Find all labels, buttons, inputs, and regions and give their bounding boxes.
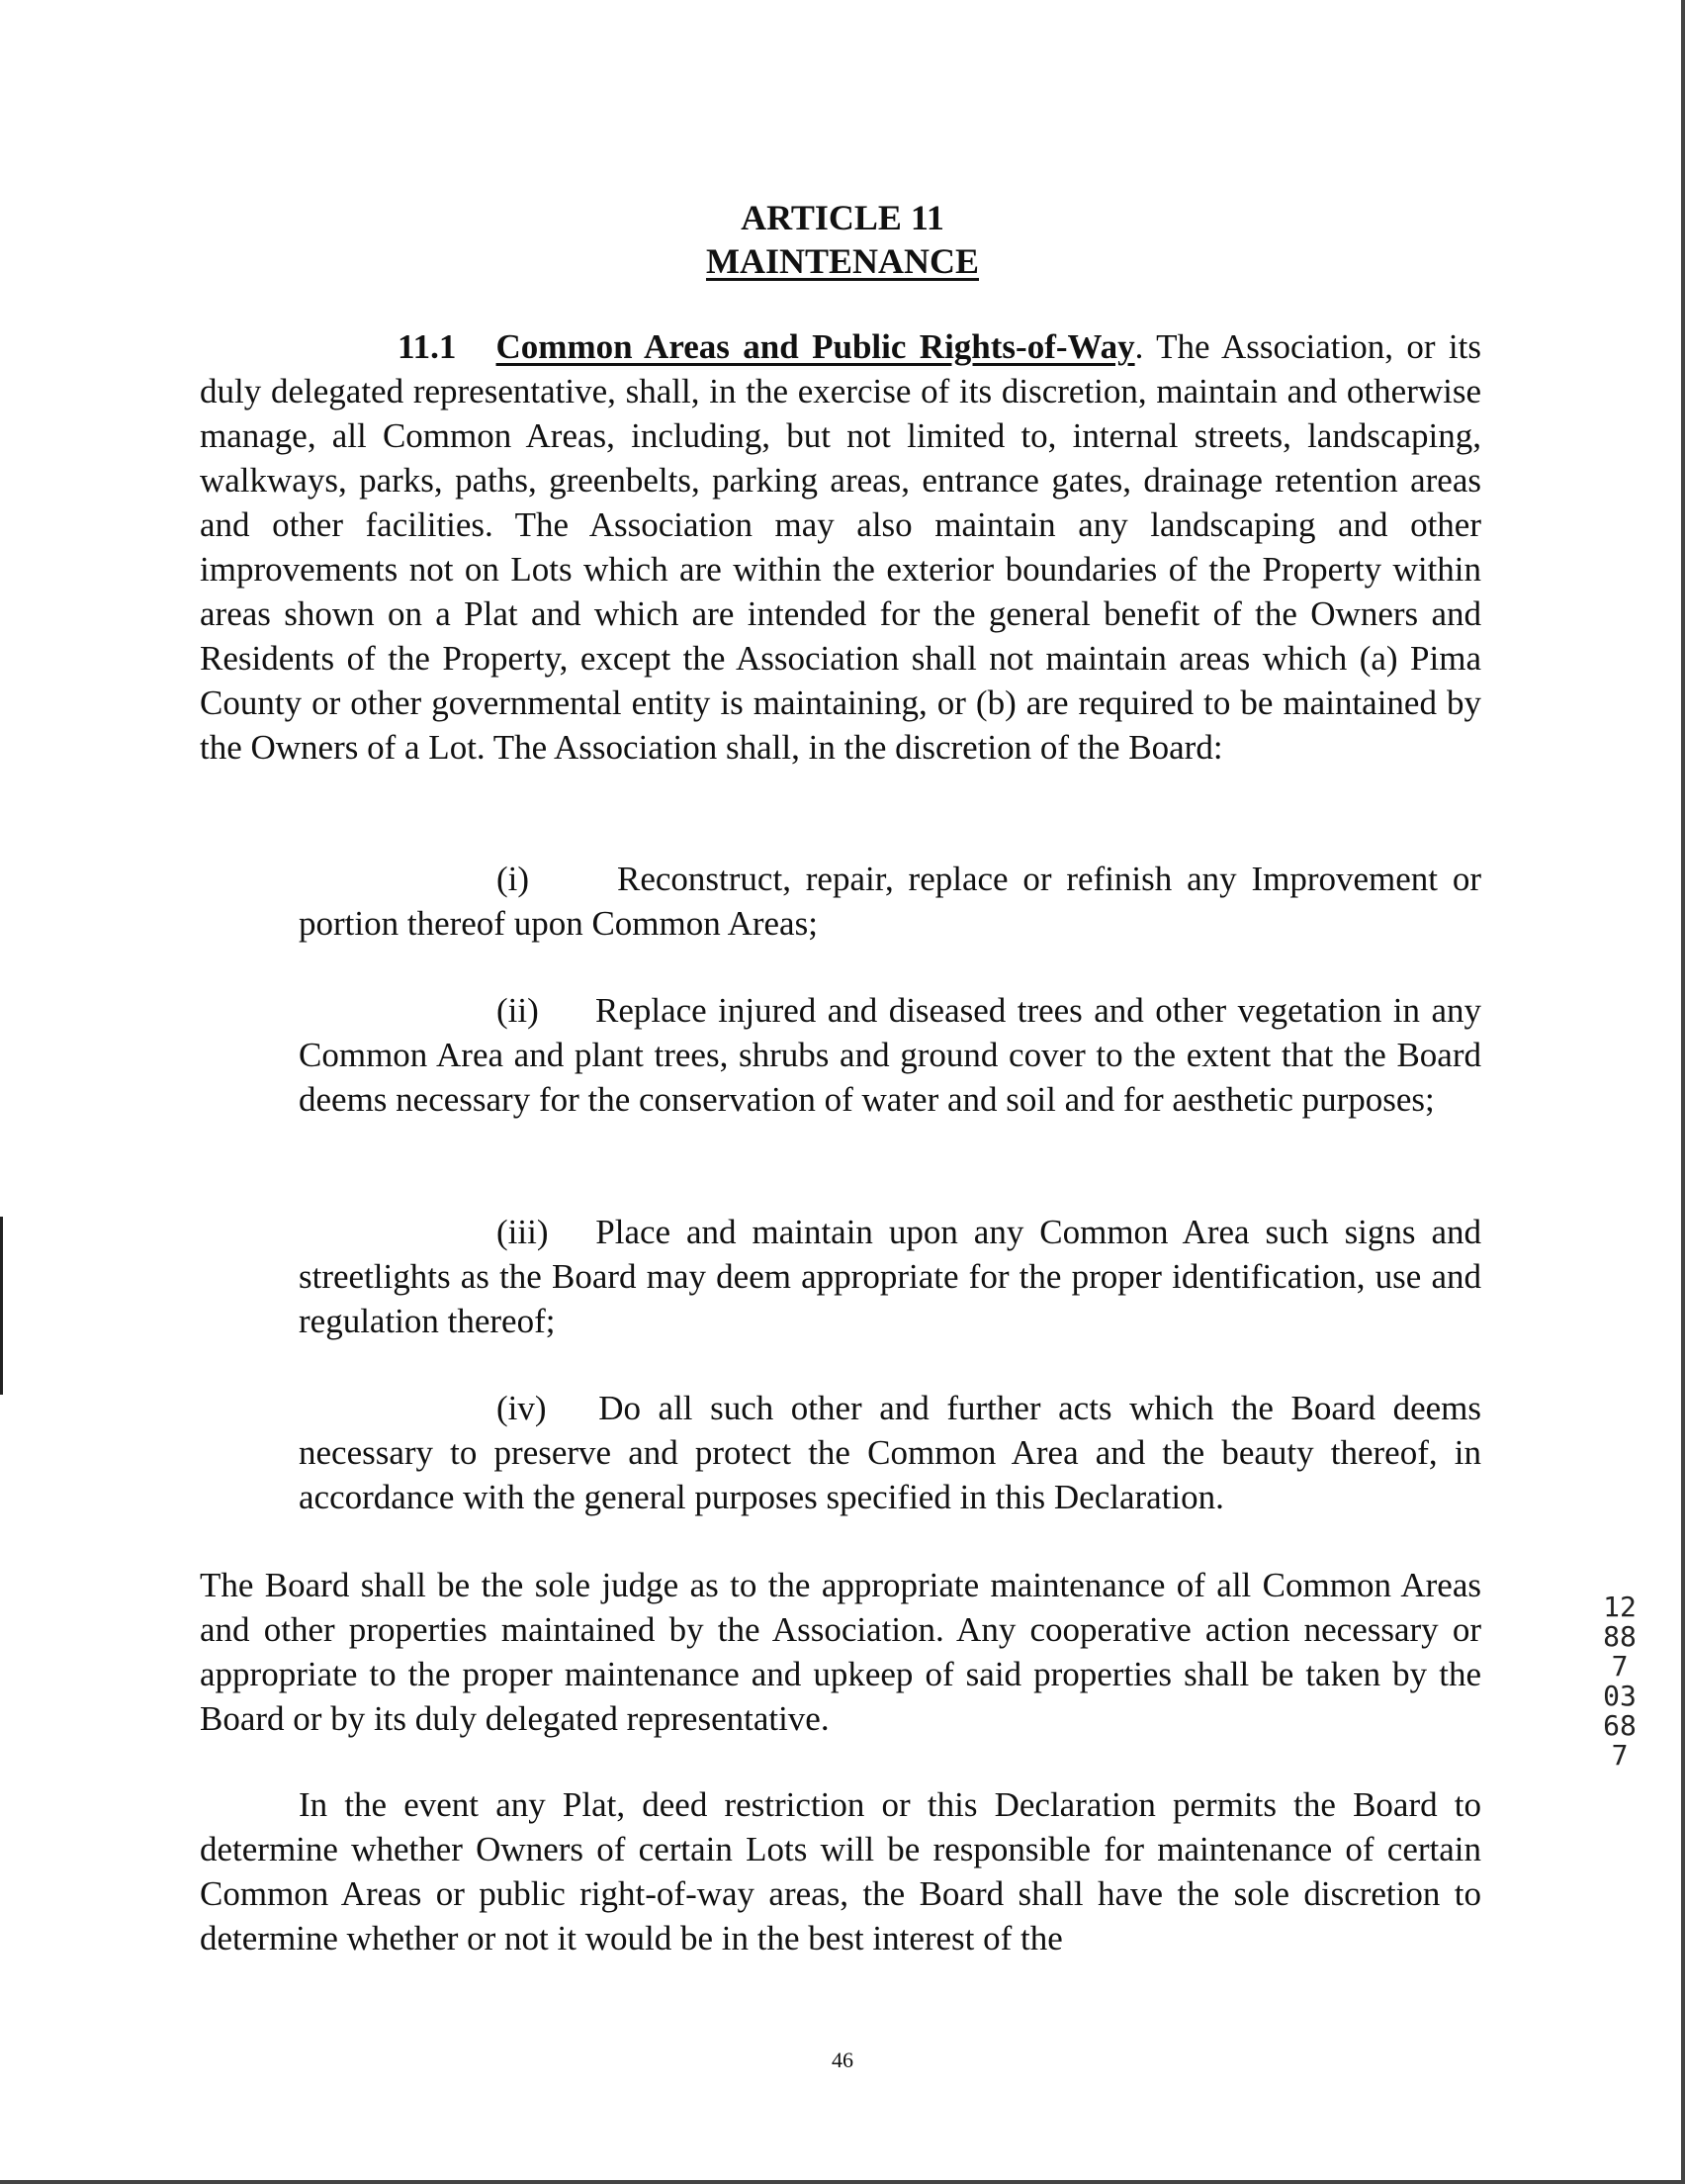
article-title: MAINTENANCE [705,241,979,281]
section-title-period: . [1134,327,1144,366]
section-number: 11.1 [398,327,457,366]
section-11-1 [200,324,1481,770]
section-heading [299,327,1135,366]
list-item-label: (iii) [496,1213,549,1251]
list-item-text: Reconstruct, repair, replace or refinish any Improvement or portion thereof upon Common Areas; [299,860,1482,943]
section-body: The Association, or its duly delegated representative, shall, in the exercise of its discretion, maintain and otherwise manage, all Common Areas, including, but not limited to, internal streets, landscaping, walkways, parks, paths, greenbelts, parking areas, entrance gates, drainage retention areas and other facilities. The Association may also maintain any landscaping and other improvements not on Lots which are within the exterior boundaries of the Property within areas shown on a Plat and which are intended for the general benefit of the Owners and Residents of the Property, except the Association shall not maintain areas which (a) Pima County or other governmental entity is maintaining, or (b) are required to be maintained by the Owners of a Lot. The Association shall, in the discretion of the Board: [200,327,1481,767]
paragraph-board: The Board shall be the sole judge as to the appropriate maintenance of all Common Areas and other properties maintained by the Association. Any cooperative action necessary or appropriate to the proper maintenance and upkeep of said properties shall be taken by the Board or by its duly delegated representative. [200,1566,1481,1738]
scan-edge-bottom [0,2180,1685,2184]
list-item [299,857,1481,946]
list-item-label: (i) [496,860,530,898]
scan-edge-left [0,1217,3,1395]
paragraph-event: In the event any Plat, deed restriction or this Declaration permits the Board to determine whether Owners of certain Lots will be responsible for maintenance of certain Common Areas or public right-of-way areas, the Board shall have the sole discretion to determine whether or not it would be in the best interest of the [200,1785,1481,1957]
article-number: ARTICLE 11 [741,198,944,237]
list-item [299,1210,1481,1343]
list-item-label: (ii) [496,991,539,1030]
list-item-text: Place and maintain upon any Common Area such signs and streetlights as the Board may deem appropriate for the proper identification, use and regulation thereof; [299,1213,1481,1340]
section-title: Common Areas and Public Rights-of-Way [495,327,1135,366]
page-number: 46 [832,2048,853,2072]
scan-edge-right [1681,0,1685,2184]
list-item-text: Do all such other and further acts which the Board deems necessary to preserve and protect the Common Area and the beauty thereof, in accordance with the general purposes specified in this Declaration. [299,1389,1482,1516]
side-stamp: 12887 03687 [1603,1591,1637,1772]
list-item [299,988,1481,1122]
list-item-text: Replace injured and diseased trees and other vegetation in any Common Area and plant trees, shrubs and ground cover to the extent that the Board deems necessary for the conservation of water and soil and for aesthetic purposes; [299,991,1482,1119]
list-item [299,1386,1481,1519]
list-item-label: (iv) [496,1389,547,1427]
